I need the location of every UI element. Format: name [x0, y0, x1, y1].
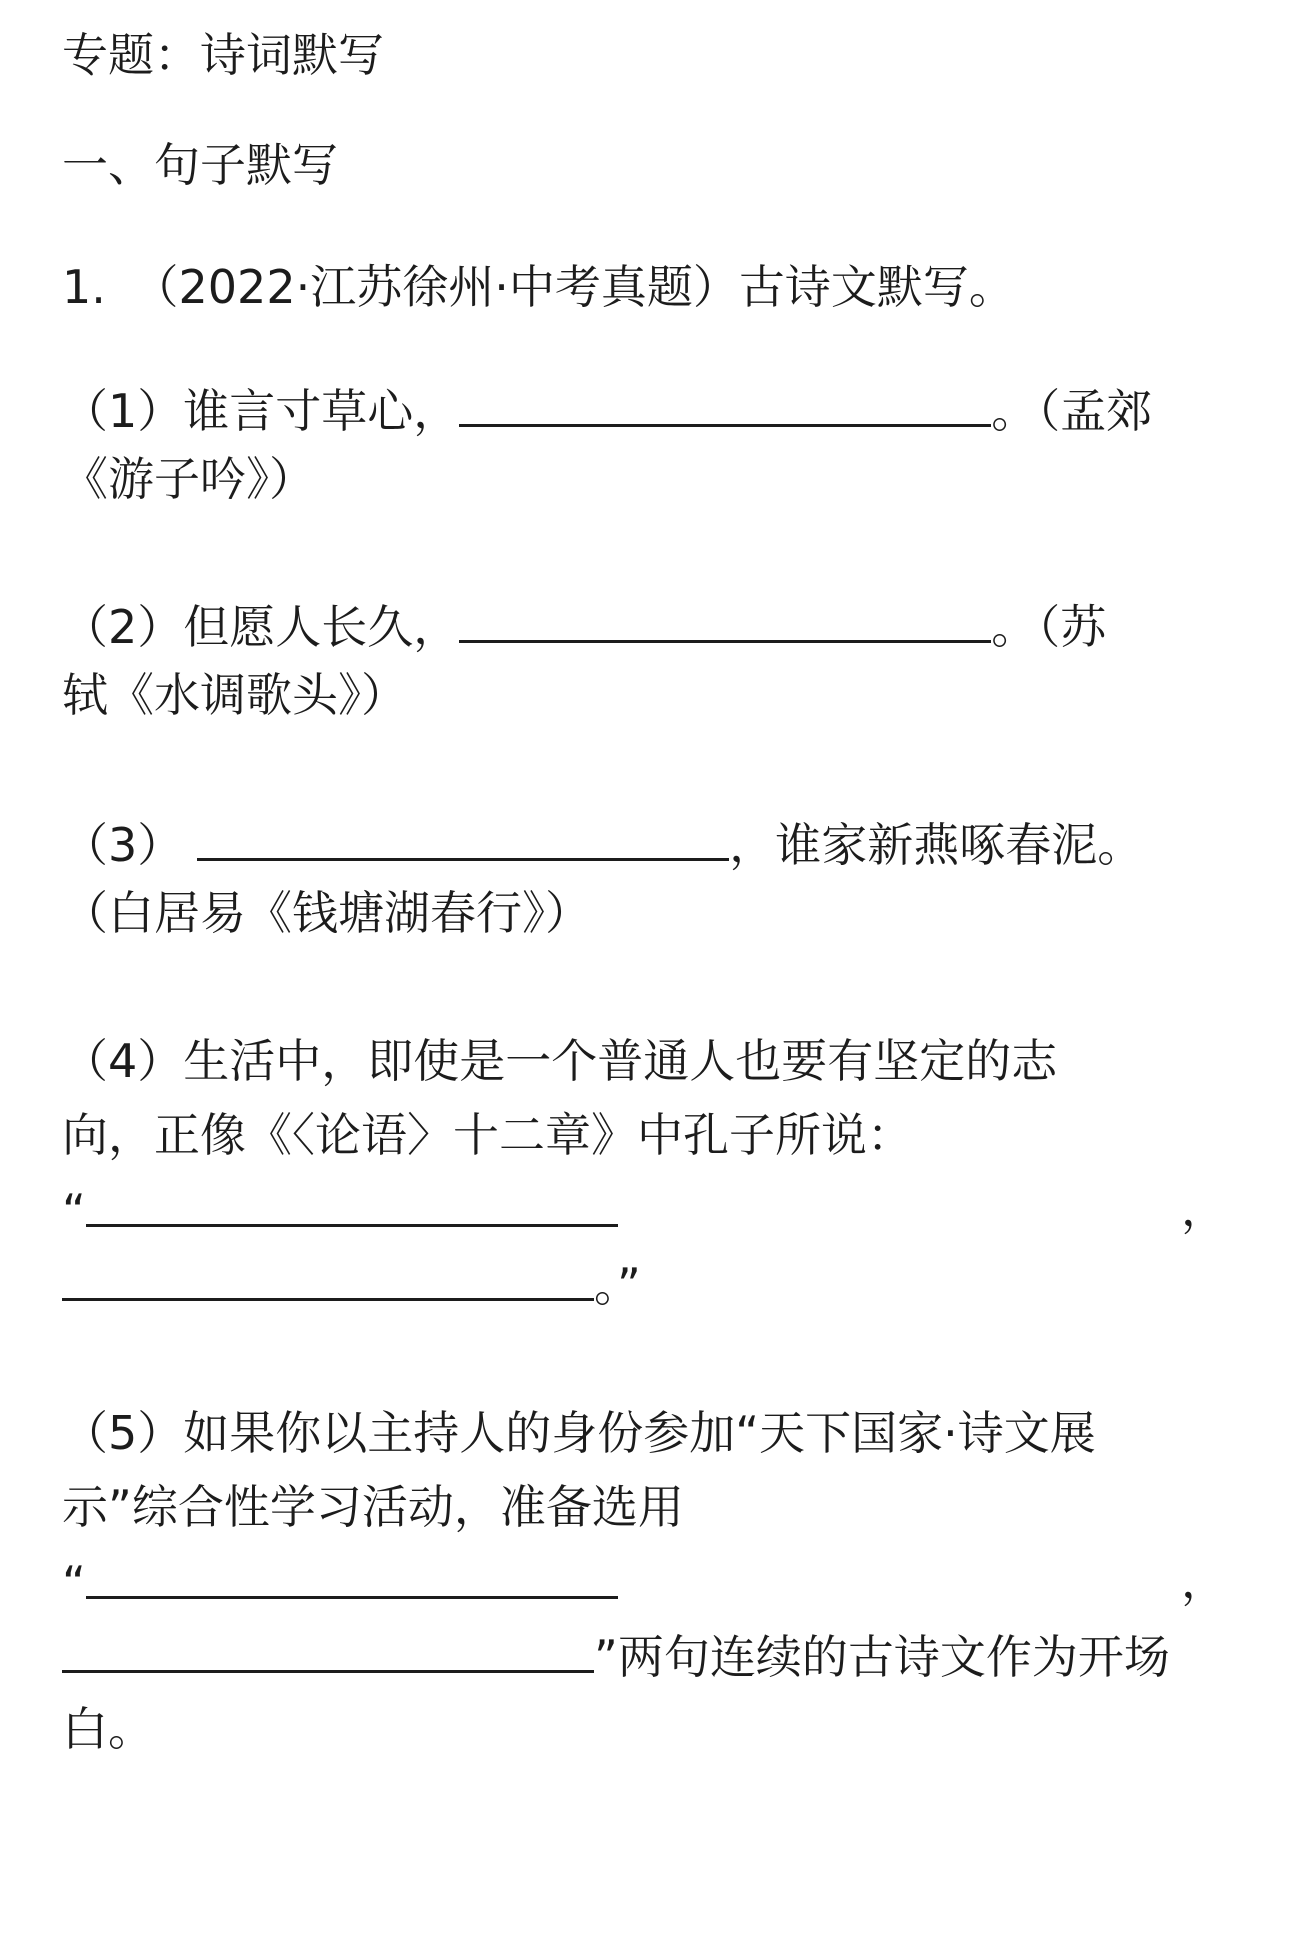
item-3-line-1: [62, 806, 1143, 882]
item-5-open-quote: “: [62, 1556, 86, 1610]
item-5-line-2: 示”综合性学习活动，准备选用: [62, 1480, 684, 1534]
item-3-source: （白居易《钱塘湖春行》）: [62, 886, 591, 940]
item-4-line-3: [62, 1172, 1227, 1248]
item-5-line-4: [62, 1618, 1170, 1694]
item-5-comma: ，: [1181, 1554, 1227, 1608]
item-4-answer-blank-1[interactable]: [86, 1172, 618, 1227]
item-4-line-4: [62, 1246, 641, 1322]
item-1-source-start: 。（孟郊: [991, 384, 1153, 438]
item-3-answer-blank[interactable]: [197, 806, 729, 861]
item-2-source: 轼《水调歌头》）: [62, 668, 407, 722]
item-1-text: 谁言寸草心，: [183, 384, 460, 438]
item-1-source: 《游子吟》）: [62, 452, 315, 506]
question-number: 1.: [62, 260, 106, 314]
topic-title: 专题：诗词默写: [62, 28, 384, 82]
item-1-label: （1）: [62, 384, 184, 438]
question-heading: [62, 250, 1015, 324]
item-3-label: （3）: [62, 818, 184, 872]
item-4-text-1: 生活中，即使是一个普通人也要有坚定的志: [183, 1034, 1058, 1088]
item-4-line-1: [62, 1024, 1057, 1098]
item-2-answer-blank[interactable]: [459, 588, 991, 643]
item-5-after: ”两句连续的古诗文作为开场: [594, 1630, 1170, 1684]
item-5-tail: 白。: [62, 1702, 154, 1756]
item-5-text-1: 如果你以主持人的身份参加“天下国家·诗文展: [183, 1406, 1096, 1460]
item-5-line-3: [62, 1544, 1227, 1620]
item-1-line-1: [62, 372, 1152, 448]
item-5-label: （5）: [62, 1406, 184, 1460]
item-1-answer-blank[interactable]: [459, 372, 991, 427]
item-2-source-start: 。（苏: [991, 600, 1107, 654]
item-5-answer-blank-1[interactable]: [86, 1544, 618, 1599]
item-3-text: ，谁家新燕啄春泥。: [729, 818, 1144, 872]
item-4-line-2: 向，正像《〈论语〉十二章》中孔子所说：: [62, 1108, 913, 1162]
item-2-label: （2）: [62, 600, 184, 654]
item-4-label: （4）: [62, 1034, 184, 1088]
item-4-end: 。”: [594, 1258, 641, 1312]
item-2-line-1: [62, 588, 1106, 664]
question-title: （2022·江苏徐州·中考真题）古诗文默写。: [132, 260, 1015, 314]
item-5-answer-blank-2[interactable]: [62, 1618, 594, 1673]
item-2-text: 但愿人长久，: [183, 600, 460, 654]
item-4-answer-blank-2[interactable]: [62, 1246, 594, 1301]
item-5-line-1: [62, 1396, 1096, 1470]
item-4-open-quote: “: [62, 1184, 86, 1238]
item-4-comma: ，: [1181, 1182, 1227, 1236]
section-heading: 一、句子默写: [62, 138, 338, 192]
